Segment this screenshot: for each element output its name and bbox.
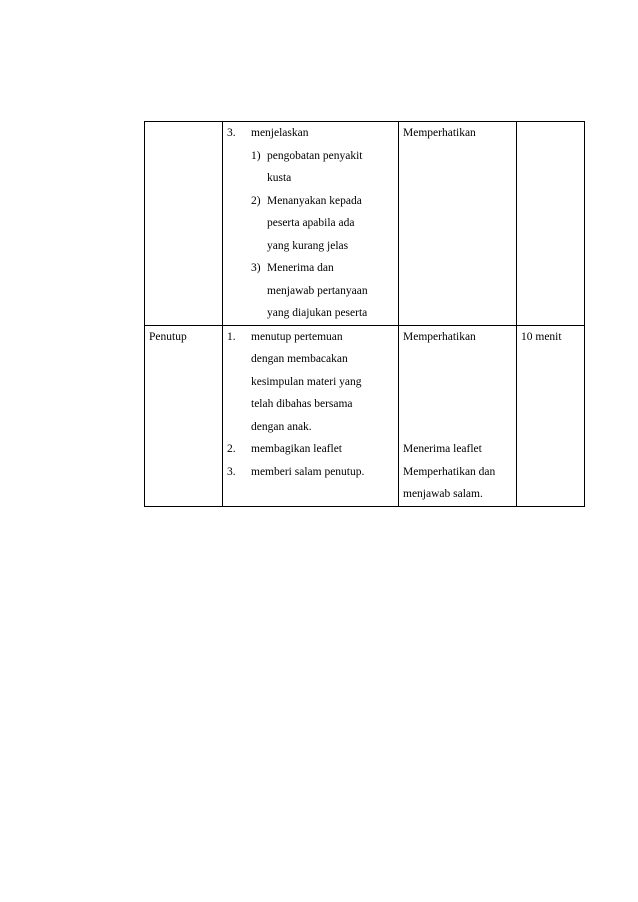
table-row	[145, 122, 585, 326]
sub-item-line: Menerima dan	[267, 262, 334, 274]
item-line: dengan membacakan	[251, 353, 348, 365]
item-number: 2.	[227, 443, 236, 455]
item-line: menutup pertemuan	[251, 330, 343, 343]
sub-item-line: yang diajukan peserta	[267, 307, 368, 319]
item-number: 1.	[227, 330, 236, 343]
stage-cell	[145, 122, 223, 326]
sub-item-line: Menanyakan kepada	[267, 194, 362, 207]
lesson-plan-table	[144, 121, 585, 507]
sub-item-line: pengobatan penyakit	[267, 149, 363, 162]
item-line: memberi salam penutup.	[251, 465, 365, 478]
sub-item	[227, 145, 394, 190]
item-line: telah dibahas bersama	[251, 398, 353, 410]
sub-item-number: 3)	[251, 262, 261, 274]
time-cell: 10 menit	[517, 325, 585, 506]
item-text: menjelaskan	[251, 127, 309, 139]
activity-cell	[223, 122, 399, 326]
item-number: 3.	[227, 465, 236, 478]
sub-item-line: kusta	[267, 172, 292, 184]
sub-item-number: 1)	[251, 149, 261, 162]
sub-item-line: peserta apabila ada	[267, 217, 355, 229]
item-number: 3.	[227, 127, 236, 139]
activity-item	[227, 122, 394, 145]
time-cell	[517, 122, 585, 326]
sub-item-line: menjawab pertanyaan	[267, 284, 368, 297]
response-text: Memperhatikan	[403, 330, 476, 343]
stage-cell: Penutup	[145, 325, 223, 506]
sub-item	[227, 190, 394, 258]
activity-item	[227, 461, 394, 484]
sub-item-number: 2)	[251, 194, 261, 207]
response-text: Memperhatikan dan	[403, 465, 496, 478]
sub-item-line: yang kurang jelas	[267, 239, 349, 252]
response-cell: Memperhatikan	[399, 122, 517, 326]
item-line: membagikan leaflet	[251, 443, 343, 455]
item-line: dengan anak.	[251, 420, 312, 433]
response-text: Menerima leaflet	[403, 443, 482, 455]
activity-item	[227, 326, 394, 439]
item-line: kesimpulan materi yang	[251, 375, 362, 388]
response-text: menjawab salam.	[403, 488, 483, 500]
sub-item	[227, 257, 394, 325]
activity-item	[227, 438, 394, 461]
activity-cell	[223, 325, 399, 506]
response-cell	[399, 325, 517, 506]
table-row	[145, 325, 585, 506]
